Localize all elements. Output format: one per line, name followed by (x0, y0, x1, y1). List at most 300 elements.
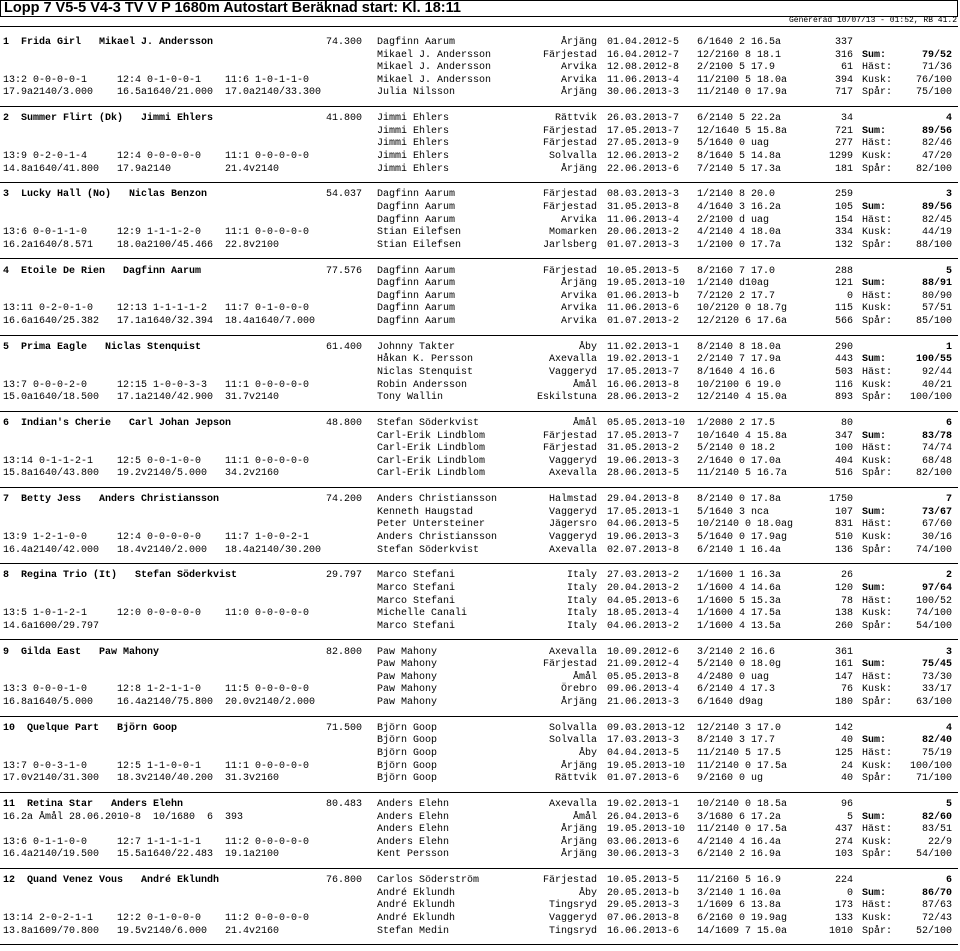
entry-row (0, 431, 958, 444)
stat-value: 82/45 (921, 214, 952, 226)
horse-entry (0, 875, 958, 951)
entry-divider (0, 411, 958, 412)
start-date: 04.04.2013-5 (607, 747, 680, 759)
start-driver: Mikael J. Andersson (377, 62, 492, 74)
start-driver: Anders Christiansson (377, 531, 498, 543)
start-track: Örebro (560, 684, 597, 696)
start-prize: 115 (834, 303, 853, 315)
start-driver: Paw Mahony (377, 671, 438, 683)
start-driver: Mikael J. Andersson (377, 49, 492, 61)
stat-value: 89/56 (921, 125, 952, 137)
start-prize: 1750 (828, 494, 853, 506)
start-driver: Anders Elehn (377, 799, 450, 810)
stat-label: Sum: (862, 506, 887, 518)
post-position: 5 (945, 799, 952, 810)
entry-row (0, 647, 958, 660)
start-driver: Björn Goop (377, 722, 438, 734)
horse-entry (0, 494, 958, 570)
start-track: Vaggeryd (548, 506, 597, 518)
stat-value: 54/100 (915, 849, 952, 861)
start-track: Italy (566, 582, 597, 594)
start-driver: Dagfinn Aarum (377, 214, 456, 226)
start-date: 19.05.2013-10 (607, 824, 686, 836)
stat-value: 71/100 (915, 773, 952, 785)
start-prize: 120 (834, 582, 853, 594)
stat-value: 74/100 (915, 544, 952, 556)
entry-row (0, 583, 958, 596)
earnings: 74.300 (325, 37, 362, 48)
start-date: 19.05.2013-10 (607, 278, 686, 290)
start-track: Färjestad (542, 49, 597, 61)
entry-divider (0, 335, 958, 336)
start-result: 1/1609 6 13.8a (697, 900, 782, 912)
start-prize: 274 (834, 836, 853, 848)
start-track: Årjäng (560, 696, 597, 708)
start-prize: 61 (840, 62, 853, 74)
stat-value: 54/100 (915, 620, 952, 632)
start-result: 1/1600 1 16.3a (697, 570, 782, 582)
start-driver: Håkan K. Persson (377, 354, 474, 366)
stat-label: Sum: (862, 811, 887, 823)
start-result: 1/1600 4 14.6a (697, 582, 782, 594)
start-driver: Julia Nilsson (377, 87, 456, 99)
start-track: Tingsryd (548, 900, 597, 912)
start-track: Färjestad (542, 430, 597, 442)
start-prize: 116 (834, 379, 853, 391)
start-result: 5/1640 3 nca (697, 506, 770, 518)
entry-row (0, 380, 958, 393)
stat-value: 73/67 (921, 506, 952, 518)
start-driver: Dagfinn Aarum (377, 265, 456, 277)
start-track: Arvika (560, 303, 597, 315)
start-result: 4/2480 0 uag (697, 671, 770, 683)
start-result: 5/1640 0 uag (697, 138, 770, 150)
horse-header: 11 Retina Star Anders Elehn (3, 799, 184, 810)
start-track: Vaggeryd (548, 455, 597, 467)
stat-label: Sum: (862, 49, 887, 61)
start-prize: 1299 (828, 150, 853, 162)
start-prize: 260 (834, 620, 853, 632)
start-result: 10/2140 0 18.5a (697, 799, 788, 810)
start-date: 12.08.2012-8 (607, 62, 680, 74)
start-track: Åby (578, 747, 597, 759)
start-result: 11/2140 5 17.5 (697, 747, 782, 759)
stat-label: Kusk: (862, 150, 893, 162)
horse-stat-line: 16.4a2140/42.000 18.4v2140/2.000 18.4a2140/30.200 (3, 544, 322, 556)
start-result: 8/1640 5 14.8a (697, 150, 782, 162)
start-track: Eskilstuna (536, 392, 597, 404)
start-date: 31.05.2013-8 (607, 201, 680, 213)
start-driver: Carl-Erik Lindblom (377, 430, 486, 442)
start-result: 10/2140 0 18.0ag (697, 519, 794, 531)
start-result: 11/2160 5 16.9 (697, 875, 782, 887)
stat-value: 80/90 (921, 290, 952, 302)
start-date: 10.05.2013-5 (607, 265, 680, 277)
start-track: Jarlsberg (542, 239, 597, 251)
start-prize: 34 (840, 113, 853, 125)
stat-value: 71/36 (921, 62, 952, 74)
entry-row (0, 354, 958, 367)
start-prize: 40 (840, 735, 853, 747)
horse-stat-line: 16.2a1640/8.571 18.0a2100/45.466 22.8v2100 (3, 239, 280, 251)
stat-value: 87/63 (921, 900, 952, 912)
stat-value: 68/48 (921, 455, 952, 467)
entry-row (0, 748, 958, 761)
start-track: Italy (566, 608, 597, 620)
start-track: Årjäng (560, 849, 597, 861)
entry-row (0, 812, 958, 825)
entry-row (0, 913, 958, 926)
start-track: Färjestad (542, 659, 597, 671)
start-date: 09.03.2013-12 (607, 722, 686, 734)
start-driver: André Eklundh (377, 900, 456, 912)
start-driver: Marco Stefani (377, 570, 456, 582)
start-result: 6/2160 0 19.9ag (697, 912, 788, 924)
generated-timestamp: Genererad 10/07/13 - 01:52, RB 41.2 (788, 16, 957, 25)
start-prize: 0 (846, 290, 853, 302)
start-prize: 5 (846, 811, 853, 823)
entry-row (0, 596, 958, 609)
stat-value: 76/100 (915, 74, 952, 86)
stat-label: Kusk: (862, 303, 893, 315)
stat-value: 89/56 (921, 201, 952, 213)
start-track: Italy (566, 595, 597, 607)
start-track: Årjäng (560, 37, 597, 48)
start-track: Färjestad (542, 875, 597, 887)
start-result: 6/1640 2 16.5a (697, 37, 782, 48)
start-prize: 24 (840, 760, 853, 772)
horse-stat-line: 13:14 0-1-1-2-1 12:5 0-0-1-0-0 11:1 0-0-0-0-0 (3, 455, 310, 467)
start-prize: 566 (834, 315, 853, 327)
start-track: Solvalla (548, 735, 597, 747)
stat-value: 92/44 (921, 366, 952, 378)
start-date: 22.06.2013-6 (607, 163, 680, 175)
stat-label: Spår: (862, 925, 893, 937)
race-title: Lopp 7 V5-5 V4-3 TV V P 1680m Autostart Beräknad start: Kl. 18:11 (0, 0, 958, 17)
start-result: 8/2160 7 17.0 (697, 265, 776, 277)
stat-label: Kusk: (862, 912, 893, 924)
start-driver: Dagfinn Aarum (377, 278, 456, 290)
entry-row (0, 75, 958, 88)
start-date: 16.06.2013-8 (607, 379, 680, 391)
start-prize: 76 (840, 684, 853, 696)
stat-label: Kusk: (862, 608, 893, 620)
start-driver: Dagfinn Aarum (377, 303, 456, 315)
start-date: 26.03.2013-7 (607, 113, 680, 125)
start-track: Rättvik (554, 113, 597, 125)
start-track: Åmål (572, 811, 597, 823)
start-result: 14/1609 7 15.0a (697, 925, 788, 937)
stat-label: Häst: (862, 595, 893, 607)
start-date: 17.05.2013-7 (607, 366, 680, 378)
stat-label: Spår: (862, 163, 893, 175)
entry-row (0, 494, 958, 507)
entry-row (0, 761, 958, 774)
start-driver: Stefan Söderkvist (377, 544, 480, 556)
start-driver: André Eklundh (377, 887, 456, 899)
start-driver: Carlos Söderström (377, 875, 480, 887)
start-prize: 138 (834, 608, 853, 620)
start-prize: 224 (834, 875, 853, 887)
entry-row (0, 519, 958, 532)
start-prize: 437 (834, 824, 853, 836)
start-prize: 180 (834, 696, 853, 708)
start-prize: 404 (834, 455, 853, 467)
post-position: 2 (945, 570, 952, 582)
post-position: 6 (945, 875, 952, 887)
start-track: Vaggeryd (548, 366, 597, 378)
start-date: 04.06.2013-2 (607, 620, 680, 632)
start-result: 1/2140 d10ag (697, 278, 770, 290)
entry-row (0, 545, 958, 558)
start-date: 20.05.2013-b (607, 887, 680, 899)
start-prize: 316 (834, 49, 853, 61)
earnings: 80.483 (325, 799, 362, 810)
horse-stat-line: 13:11 0-2-0-1-0 12:13 1-1-1-1-2 11:7 0-1-0-0-0 (3, 303, 310, 315)
stat-value: 88/100 (915, 239, 952, 251)
entry-row (0, 164, 958, 177)
start-result: 1/1600 4 17.5a (697, 608, 782, 620)
entry-row (0, 837, 958, 850)
entry-row (0, 507, 958, 520)
start-date: 19.02.2013-1 (607, 799, 680, 810)
entry-row (0, 418, 958, 431)
start-prize: 96 (840, 799, 853, 810)
stat-value: 79/52 (921, 49, 952, 61)
start-track: Färjestad (542, 189, 597, 201)
start-driver: Niclas Stenquist (377, 366, 474, 378)
stat-value: 100/55 (915, 354, 952, 366)
start-driver: Anders Elehn (377, 811, 450, 823)
start-result: 11/2140 0 17.9a (697, 87, 788, 99)
stat-value: 40/21 (921, 379, 952, 391)
entry-row (0, 875, 958, 888)
stat-label: Kusk: (862, 227, 893, 239)
start-track: Jägersro (548, 519, 597, 531)
start-date: 31.05.2013-2 (607, 443, 680, 455)
horse-stat-line: 14.6a1600/29.797 (3, 620, 100, 632)
start-track: Årjäng (560, 163, 597, 175)
start-prize: 503 (834, 366, 853, 378)
stat-label: Sum: (862, 887, 887, 899)
start-date: 08.03.2013-3 (607, 189, 680, 201)
start-prize: 394 (834, 74, 853, 86)
start-driver: Dagfinn Aarum (377, 37, 456, 48)
start-date: 05.05.2013-10 (607, 418, 686, 429)
stat-label: Häst: (862, 671, 893, 683)
start-prize: 337 (834, 37, 853, 48)
stat-value: 82/46 (921, 138, 952, 150)
start-prize: 290 (834, 341, 853, 353)
start-date: 17.03.2013-3 (607, 735, 680, 747)
start-track: Axevalla (548, 468, 597, 480)
horse-header: 7 Betty Jess Anders Christiansson (3, 494, 220, 506)
start-track: Arvika (560, 74, 597, 86)
start-driver: Paw Mahony (377, 659, 438, 671)
earnings: 77.576 (325, 265, 362, 277)
stat-label: Kusk: (862, 379, 893, 391)
stat-label: Spår: (862, 468, 893, 480)
header-divider (0, 26, 958, 27)
start-driver: Carl-Erik Lindblom (377, 443, 486, 455)
start-result: 6/2140 5 22.2a (697, 113, 782, 125)
start-result: 11/2140 0 17.5a (697, 824, 788, 836)
stat-label: Häst: (862, 443, 893, 455)
stat-value: 67/60 (921, 519, 952, 531)
horse-stat-line: 13:9 0-2-0-1-4 12:4 0-0-0-0-0 11:1 0-0-0-0-0 (3, 150, 310, 162)
start-driver: Marco Stefani (377, 582, 456, 594)
stat-label: Spår: (862, 849, 893, 861)
entry-divider (0, 258, 958, 259)
horse-header: 4 Etoile De Rien Dagfinn Aarum (3, 265, 202, 277)
entry-row (0, 456, 958, 469)
entry-row (0, 392, 958, 405)
start-result: 3/2140 2 16.6 (697, 646, 776, 658)
stat-label: Häst: (862, 290, 893, 302)
stat-value: 97/64 (921, 582, 952, 594)
start-prize: 181 (834, 163, 853, 175)
entry-row (0, 138, 958, 151)
stat-value: 88/91 (921, 278, 952, 290)
horse-entry (0, 342, 958, 418)
start-track: Axevalla (548, 646, 597, 658)
start-date: 26.04.2013-6 (607, 811, 680, 823)
start-track: Årjäng (560, 760, 597, 772)
entry-row (0, 50, 958, 63)
start-driver: Michelle Canali (377, 608, 468, 620)
horse-stat-line: 14.8a1640/41.800 17.9a2140 21.4v2140 (3, 163, 280, 175)
stat-label: Kusk: (862, 531, 893, 543)
start-driver: Carl-Erik Lindblom (377, 455, 486, 467)
stat-value: 63/100 (915, 696, 952, 708)
start-result: 1/1600 4 13.5a (697, 620, 782, 632)
earnings: 54.037 (325, 189, 362, 201)
start-prize: 105 (834, 201, 853, 213)
start-track: Årjäng (560, 278, 597, 290)
start-result: 2/1640 0 17.0a (697, 455, 782, 467)
entry-divider (0, 563, 958, 564)
stat-value: 57/51 (921, 303, 952, 315)
start-track: Färjestad (542, 265, 597, 277)
horse-stat-line: 13:14 2-0-2-1-1 12:2 0-1-0-0-0 11:2 0-0-0-0-0 (3, 912, 310, 924)
start-prize: 259 (834, 189, 853, 201)
start-driver: Dagfinn Aarum (377, 290, 456, 302)
start-result: 4/1640 3 16.2a (697, 201, 782, 213)
entry-row (0, 189, 958, 202)
stat-value: 75/45 (921, 659, 952, 671)
entry-divider (0, 487, 958, 488)
start-date: 27.05.2013-9 (607, 138, 680, 150)
start-date: 01.07.2013-2 (607, 315, 680, 327)
stat-value: 100/100 (909, 760, 952, 772)
start-prize: 78 (840, 595, 853, 607)
start-result: 11/2140 0 17.5a (697, 760, 788, 772)
horse-header: 10 Quelque Part Björn Goop (3, 722, 178, 734)
entry-row (0, 570, 958, 583)
start-driver: Marco Stefani (377, 595, 456, 607)
start-date: 11.06.2013-4 (607, 214, 680, 226)
start-result: 1/2100 0 17.7a (697, 239, 782, 251)
start-result: 2/2100 5 17.9 (697, 62, 776, 74)
start-driver: Paw Mahony (377, 696, 438, 708)
start-track: Åmål (572, 418, 597, 429)
start-result: 5/2140 0 18.2 (697, 443, 776, 455)
start-result: 7/2120 2 17.7 (697, 290, 776, 302)
stat-value: 72/43 (921, 912, 952, 924)
start-result: 2/2140 7 17.9a (697, 354, 782, 366)
start-track: Momarken (548, 227, 597, 239)
start-result: 1/1600 5 15.3a (697, 595, 782, 607)
horse-entry (0, 570, 958, 646)
start-track: Axevalla (548, 354, 597, 366)
start-date: 17.05.2013-7 (607, 125, 680, 137)
start-date: 04.05.2013-6 (607, 595, 680, 607)
start-driver: Stian Eilefsen (377, 239, 462, 251)
entry-row (0, 824, 958, 837)
start-driver: Kenneth Haugstad (377, 506, 474, 518)
earnings: 61.400 (325, 341, 362, 353)
start-prize: 1010 (828, 925, 853, 937)
stat-label: Häst: (862, 519, 893, 531)
start-driver: Jimmi Ehlers (377, 138, 450, 150)
start-track: Färjestad (542, 138, 597, 150)
stat-value: 100/100 (909, 392, 952, 404)
entry-row (0, 227, 958, 240)
start-track: Solvalla (548, 722, 597, 734)
horse-header: 2 Summer Flirt (Dk) Jimmi Ehlers (3, 113, 214, 125)
start-driver: Carl-Erik Lindblom (377, 468, 486, 480)
horse-stat-line: 13:6 0-1-1-0-0 12:7 1-1-1-1-1 11:2 0-0-0-0-0 (3, 836, 310, 848)
post-position: 4 (945, 113, 952, 125)
start-track: Solvalla (548, 150, 597, 162)
start-prize: 147 (834, 671, 853, 683)
entry-row (0, 684, 958, 697)
stat-label: Sum: (862, 659, 887, 671)
start-track: Arvika (560, 62, 597, 74)
start-result: 12/2140 3 17.0 (697, 722, 782, 734)
start-date: 18.05.2013-4 (607, 608, 680, 620)
start-prize: 80 (840, 418, 853, 429)
start-track: Årjäng (560, 87, 597, 99)
start-date: 01.07.2013-6 (607, 773, 680, 785)
start-driver: Robin Andersson (377, 379, 468, 391)
earnings: 41.800 (325, 113, 362, 125)
start-prize: 516 (834, 468, 853, 480)
earnings: 74.200 (325, 494, 362, 506)
horse-stat-line: 15.0a1640/18.500 17.1a2140/42.900 31.7v2140 (3, 392, 280, 404)
start-driver: Anders Elehn (377, 836, 450, 848)
horse-entry (0, 418, 958, 494)
start-date: 11.06.2013-6 (607, 303, 680, 315)
horse-stat-line: 13:3 0-0-0-1-0 12:8 1-2-1-1-0 11:5 0-0-0-0-0 (3, 684, 310, 696)
start-result: 6/1640 d9ag (697, 696, 764, 708)
start-track: Axevalla (548, 799, 597, 810)
start-date: 27.03.2013-2 (607, 570, 680, 582)
start-result: 11/2140 5 16.7a (697, 468, 788, 480)
start-prize: 154 (834, 214, 853, 226)
start-driver: Björn Goop (377, 773, 438, 785)
start-result: 12/1640 5 15.8a (697, 125, 788, 137)
stat-label: Spår: (862, 315, 893, 327)
start-result: 1/2080 2 17.5 (697, 418, 776, 429)
start-prize: 717 (834, 87, 853, 99)
start-date: 30.06.2013-3 (607, 87, 680, 99)
entry-row (0, 87, 958, 100)
start-driver: Marco Stefani (377, 620, 456, 632)
start-driver: Jimmi Ehlers (377, 150, 450, 162)
post-position: 5 (945, 265, 952, 277)
horse-header: 12 Quand Venez Vous André Eklundh (3, 875, 220, 887)
